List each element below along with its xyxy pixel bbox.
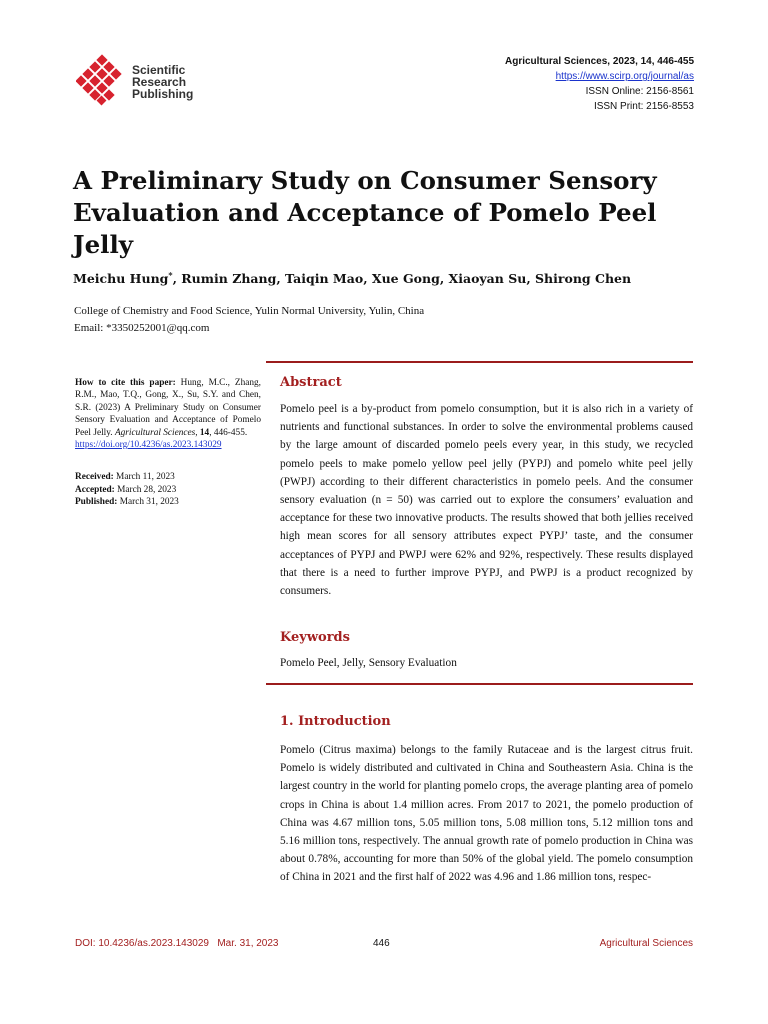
cite-pages: 446-455. [213,427,248,438]
received-date: March 11, 2023 [116,472,175,483]
introduction-heading: 1. Introduction [280,714,391,729]
journal-info [505,54,694,114]
other-authors: , Rumin Zhang, Taiqin Mao, Xue Gong, Xiaoyan Su, Shirong Chen [172,271,632,287]
email: Email: *3350252001@qq.com [74,322,210,334]
accepted-label: Accepted: [75,484,115,495]
publisher-name [132,64,193,100]
abstract-heading: Abstract [280,375,342,390]
footer-doi [75,938,279,949]
doi-link[interactable]: https://doi.org/10.4236/as.2023.143029 [75,440,222,451]
abstract-text: Pomelo peel is a by-product from pomelo consumption, but it is also rich in a variety of nutrients and functional substances. In order to solve the environmental problems caused by the large amount of discarded pomelo peels every year, in this study, we recycled pomelo peels to make pomelo yellow peel jelly (PYPJ) and pomelo white peel jelly (PWPJ) according to their different characteristics in pomelo peels. And the consumer sensory evaluation (n = 50) was carried out to explore the consumers’ evaluation and acceptance for these two innovative products. The results showed that both jellies received high mean scores for all sensory attributes expect PYPJ’ taste, and the consumer acceptances of PYPJ and PWPJ were 62% and 92%, respectively. These results displayed that there is a need to further improve PYPJ, and PWPJ is a product recognized by consumers. [280,403,693,598]
cite-volume: 14 [199,427,210,438]
section-divider [266,683,693,685]
footer-date: Mar. 31, 2023 [217,938,279,949]
how-to-cite: How to cite this paper: Hung, M.C., Zhang, R.M., Mao, T.Q., Gong, X., Su, S.Y. and Chen, S.R. (2023) A Preliminary Study on Consumer Sensory Evaluation and Acceptance of Pomelo Peel Jelly. Agricultural Sciences, 14, 446-455. https://doi.org/10.4236/as.2023.143029 [75,378,262,451]
author-list [73,270,713,286]
published-label: Published: [75,497,118,508]
publisher-name-line: Scientific [132,63,186,77]
issn-online: ISSN Online: 2156-8561 [585,86,694,97]
journal-citation: Agricultural Sciences, 2023, 14, 446-455 [505,56,694,67]
cite-journal: Agricultural Sciences [114,427,196,438]
section-divider [266,361,693,363]
accepted-date: March 28, 2023 [117,484,177,495]
introduction-text: Pomelo (Citrus maxima) belongs to the family Rutaceae and is the largest citrus fruit. Pomelo is widely distributed and cultivated in China and Southeastern Asia. China is the largest country in the world for planting pomelo crops, the average planting area of pomelo crops in China is about 1.4 million acres. From 2017 to 2021, the pomelo production of China was 4.67 million tons, 5.05 million tons, 5.08 million tons, 5.12 million tons and 5.16 million tons, respectively. The annual growth rate of pomelo production in China was about 0.78%, accounting for more than 50% of the global yield. The pomelo consumption of China in 2021 and the first half of 2022 was 4.96 and 1.86 million tons, respec- [280,744,693,884]
page-number: 446 [373,938,390,949]
keywords-heading: Keywords [280,630,350,645]
first-author: Meichu Hung [73,271,169,287]
published-date: March 31, 2023 [119,497,179,508]
keywords-text: Pomelo Peel, Jelly, Sensory Evaluation [280,657,457,669]
cite-text: Hung, M.C., Zhang, R.M., Mao, T.Q., Gong, X., Su, S.Y. and Chen, S.R. (2023) A Preliminary Study on Consumer Sensory Evaluation and Acceptance of Pomelo Peel Jelly. [75,378,262,438]
issn-print: ISSN Print: 2156-8553 [593,101,694,112]
page-footer [75,938,693,954]
publisher-name-line: Publishing [132,87,194,101]
cite-label: How to cite this paper: [75,378,176,388]
article-dates [75,471,261,508]
publisher-logo-icon [76,54,128,106]
footer-doi-text: DOI: 10.4236/as.2023.143029 [75,938,209,949]
journal-url-link[interactable]: https://www.scirp.org/journal/as [555,71,694,82]
received-label: Received: [75,472,114,483]
publisher-logo [76,54,206,114]
publisher-name-line: Research [132,75,187,89]
affiliation: College of Chemistry and Food Science, Yulin Normal University, Yulin, China [74,305,425,317]
citation-sidebar [75,377,261,509]
article-title-line: Evaluation and Acceptance of Pomelo Peel Jelly [73,198,657,259]
corresponding-mark: * [168,270,173,280]
footer-journal: Agricultural Sciences [599,938,693,949]
article-title-line: A Preliminary Study on Consumer Sensory [73,166,657,195]
article-title [73,165,713,261]
affiliation-block [74,303,424,337]
